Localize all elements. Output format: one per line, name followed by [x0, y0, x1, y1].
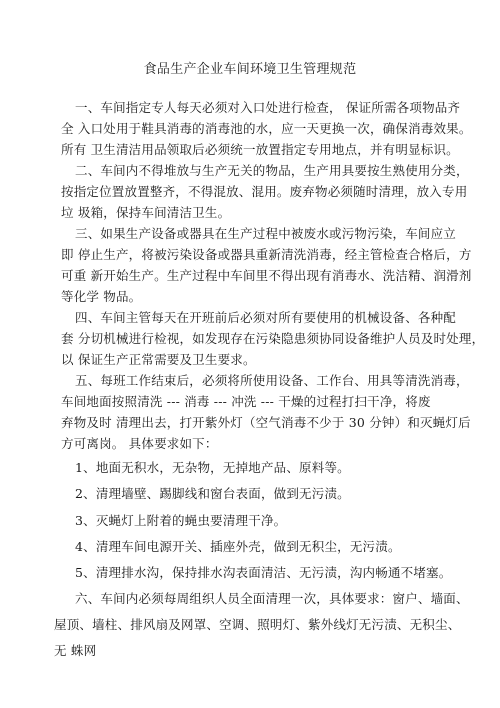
- text-line: 车间地面按照清洗 --- 消毒 --- 冲洗 --- 干燥的过程打扫干净，将废: [61, 394, 431, 409]
- text-line: 可重 新开始生产。生产过程中车间里不得出现有消毒水、洗洁精、润滑剂: [61, 268, 472, 283]
- text-line: 即 停止生产，将被污染设备或器具重新清洗消毒，经主管检查合格后，方: [61, 247, 472, 262]
- text-line: 垃 圾箱，保持车间清洁卫生。: [61, 205, 231, 220]
- text-line: 所有 卫生清洁用品领取后必须统一放置指定专用地点，并有明显标识。: [61, 142, 459, 157]
- text-line: 全 入口处用于鞋具消毒的消毒池的水，应一天更换一次，确保消毒效果。: [61, 121, 472, 136]
- requirement-item: 5、清理排水沟，保持排水沟表面清洁、无污渍，沟内畅通不堵塞。: [75, 565, 452, 580]
- text-line: 四、车间主管每天在开班前后必须对所有要使用的机械设备、各种配: [75, 310, 457, 325]
- requirement-item: 4、清理车间电源开关、插座外壳，做到无积尘，无污渍。: [75, 539, 401, 554]
- requirement-item: 2、清理墙壁、踢脚线和窗台表面，做到无污渍。: [75, 486, 350, 501]
- requirement-item: 3、灭蝇灯上附着的蝇虫要清理干净。: [75, 513, 287, 528]
- text-line: 套 分切机械进行检视，如发现存在污染隐患须协同设备维护人员及时处理，: [61, 331, 485, 346]
- text-line: 按指定位置放置整齐，不得混放、混用。废弃物必须随时清理，放入专用: [61, 184, 468, 199]
- text-line: 一、车间指定专人每天必须对入口处进行检查， 保证所需各项物品齐: [75, 100, 461, 115]
- text-line: 等化学 物品。: [61, 289, 142, 304]
- text-line: 三、如果生产设备或器具在生产过程中被废水或污物污染，车间应立: [75, 226, 457, 241]
- text-line: 五、每班工作结束后，必须将所使用设备、工作台、用具等清洗消毒，: [75, 373, 469, 388]
- text-line: 屋顶、墙柱、排风扇及网罩、空调、照明灯、紫外线灯无污渍、无积尘、: [54, 617, 461, 632]
- requirement-item: 1、地面无积水，无杂物，无掉地产品、原料等。: [75, 460, 350, 475]
- text-line: 弃物及时 清理出去，打开紫外灯（空气消毒不少于 30 分钟）和灭蝇灯后: [61, 415, 471, 430]
- text-line: 以 保证生产正常需要及卫生要求。: [61, 352, 256, 367]
- text-line: 无 蛛网: [54, 643, 97, 658]
- text-line: 二、车间内不得堆放与生产无关的物品，生产用具要按生熟使用分类，: [75, 163, 469, 178]
- document-title: 食品生产企业车间环境卫生管理规范: [143, 62, 357, 77]
- text-line: 六、车间内必须每周组织人员全面清理一次，具体要求：窗户、墙面、: [75, 591, 469, 606]
- text-line: 方可离岗。 具体要求如下：: [61, 436, 218, 451]
